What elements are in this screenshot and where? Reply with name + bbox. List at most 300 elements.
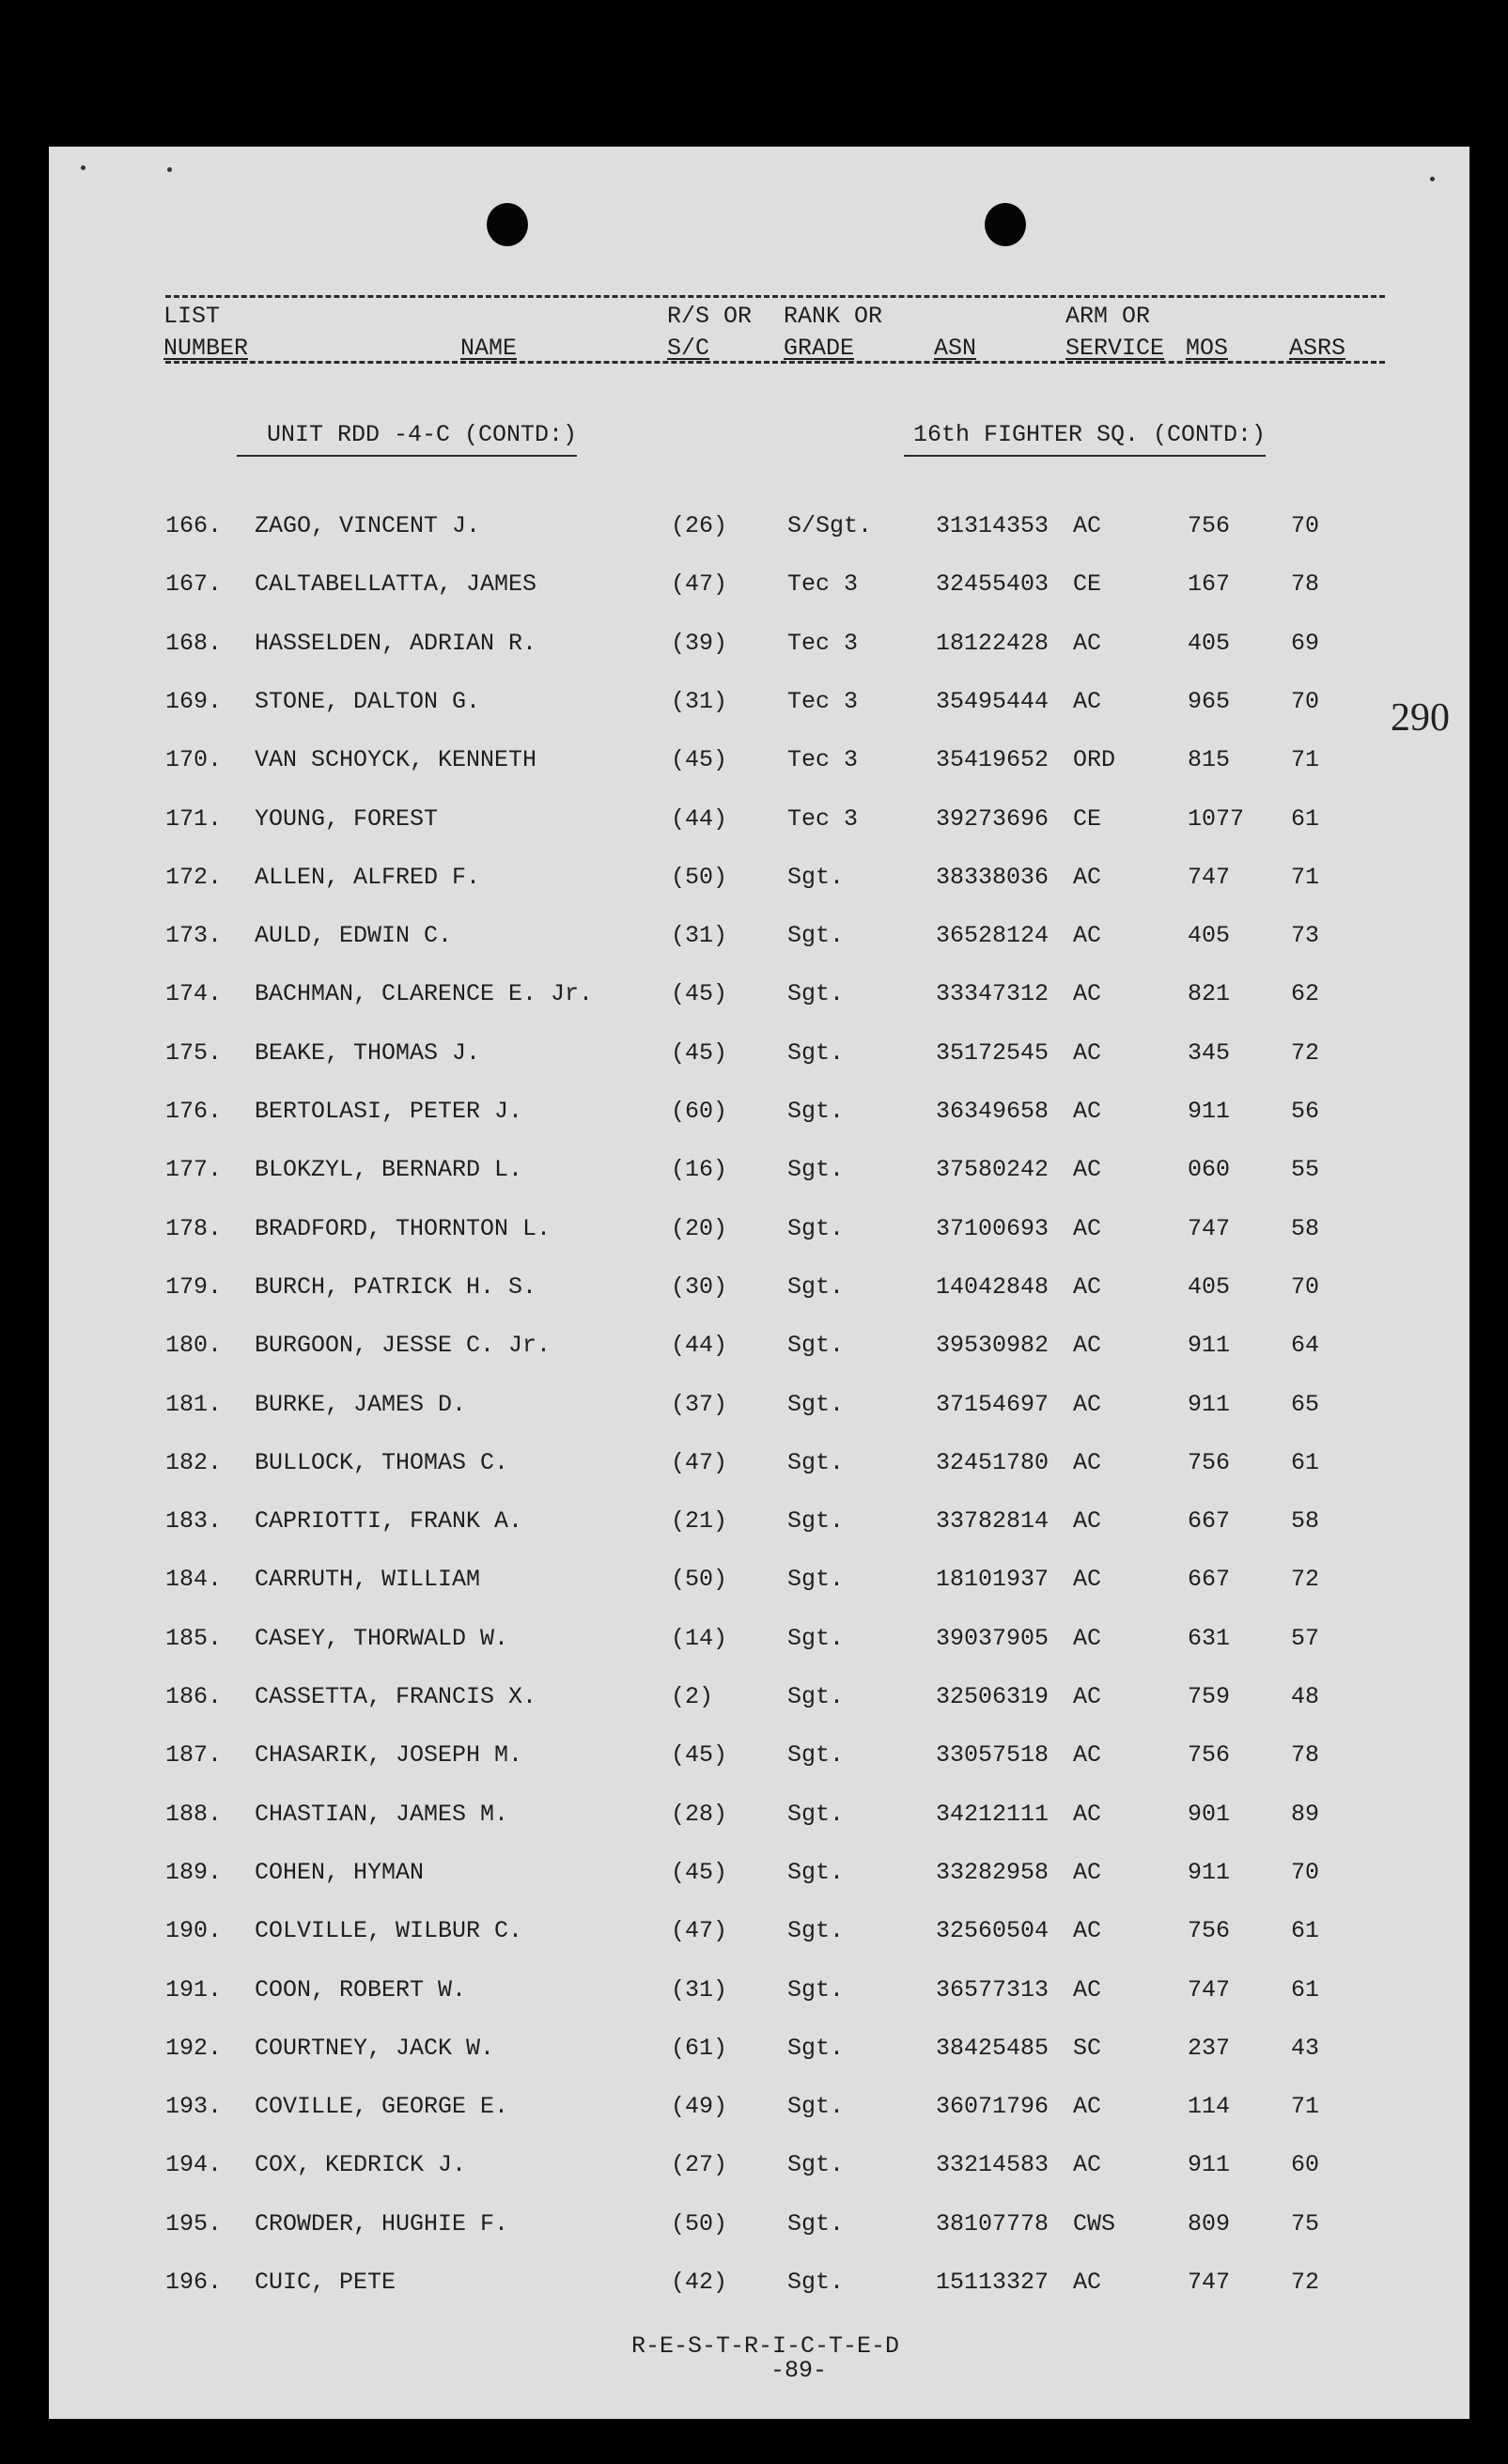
cell-num: 195. [165, 2209, 223, 2238]
header-name: NAME [460, 335, 518, 362]
cell-arm: AC [1073, 2151, 1102, 2179]
cell-num: 184. [165, 1566, 223, 1594]
cell-arm: AC [1073, 1332, 1102, 1360]
cell-asrs: 71 [1291, 746, 1320, 774]
cell-mos: 809 [1188, 2209, 1231, 2238]
cell-num: 171. [165, 804, 223, 833]
cell-asn: 32451780 [936, 1448, 1049, 1476]
cell-rank: Sgt. [787, 1214, 845, 1242]
cell-name: CUIC, PETE [255, 2269, 396, 2296]
cell-name: BEAKE, THOMAS J. [255, 1038, 481, 1067]
cell-name: COVILLE, GEORGE E. [255, 2093, 509, 2121]
cell-asn: 36577313 [936, 1975, 1049, 2004]
section-left-title: UNIT RDD -4-C (CONTD:) [237, 421, 577, 457]
cell-num: 180. [165, 1332, 223, 1360]
table-row [0, 1801, 1508, 1829]
table-row [0, 1039, 1508, 1068]
cell-mos: 815 [1188, 746, 1231, 774]
cell-rank: Tec 3 [787, 570, 859, 599]
cell-arm: AC [1073, 980, 1102, 1008]
cell-arm: AC [1073, 1800, 1102, 1828]
cell-name: BURCH, PATRICK H. S. [255, 1272, 537, 1301]
cell-name: COURTNEY, JACK W. [255, 2034, 495, 2062]
cell-arm: CE [1073, 570, 1102, 599]
cell-asn: 15113327 [936, 2269, 1049, 2296]
header-service: SERVICE [1065, 335, 1165, 362]
cell-asrs: 60 [1291, 2151, 1320, 2179]
cell-num: 176. [165, 1098, 223, 1125]
table-row [0, 630, 1508, 658]
header-rs: R/S OR [667, 303, 753, 330]
header-sc: S/C [667, 335, 710, 362]
table-row [0, 1566, 1508, 1594]
cell-rs: (39) [671, 629, 728, 657]
cell-asrs: 61 [1291, 1917, 1320, 1945]
table-row [0, 922, 1508, 950]
section-right-title: 16th FIGHTER SQ. (CONTD:) [904, 421, 1266, 457]
cell-rank: Sgt. [787, 1566, 845, 1594]
cell-asrs: 69 [1291, 629, 1320, 657]
cell-asn: 35172545 [936, 1038, 1049, 1067]
punch-hole-right [985, 203, 1026, 246]
cell-arm: AC [1073, 1624, 1102, 1652]
cell-mos: 756 [1188, 1448, 1231, 1476]
cell-asrs: 61 [1291, 804, 1320, 833]
cell-asn: 32506319 [936, 1683, 1049, 1710]
cell-arm: AC [1073, 1390, 1102, 1418]
cell-rs: (50) [671, 2209, 728, 2238]
cell-num: 189. [165, 1858, 223, 1886]
cell-asrs: 73 [1291, 922, 1320, 950]
cell-rank: Sgt. [787, 2093, 845, 2121]
cell-mos: 911 [1188, 1332, 1231, 1360]
cell-num: 172. [165, 863, 223, 891]
cell-rs: (21) [671, 1507, 728, 1536]
cell-rs: (60) [671, 1098, 728, 1125]
cell-rank: Sgt. [787, 2269, 845, 2296]
cell-name: BURGOON, JESSE C. Jr. [255, 1332, 552, 1360]
cell-asrs: 70 [1291, 687, 1320, 715]
cell-rs: (45) [671, 1038, 728, 1067]
cell-arm: AC [1073, 1741, 1102, 1770]
cell-asrs: 78 [1291, 1741, 1320, 1770]
table-row [0, 1332, 1508, 1360]
cell-arm: SC [1073, 2034, 1102, 2062]
cell-rs: (44) [671, 1332, 728, 1360]
cell-rank: Sgt. [787, 1332, 845, 1360]
cell-name: STONE, DALTON G. [255, 687, 481, 715]
cell-num: 175. [165, 1038, 223, 1067]
table-row [0, 864, 1508, 892]
cell-asrs: 70 [1291, 1858, 1320, 1886]
cell-rs: (49) [671, 2093, 728, 2121]
cell-rs: (42) [671, 2269, 728, 2296]
cell-asn: 35419652 [936, 746, 1049, 774]
cell-num: 196. [165, 2269, 223, 2296]
cell-rs: (37) [671, 1390, 728, 1418]
cell-name: ZAGO, VINCENT J. [255, 512, 481, 539]
table-row [0, 1859, 1508, 1887]
cell-mos: 060 [1188, 1156, 1231, 1184]
table-row [0, 1098, 1508, 1126]
cell-rank: Sgt. [787, 922, 845, 950]
table-row [0, 1215, 1508, 1243]
speck [81, 165, 86, 170]
cell-num: 183. [165, 1507, 223, 1536]
cell-name: COX, KEDRICK J. [255, 2151, 467, 2179]
cell-rs: (50) [671, 863, 728, 891]
cell-mos: 911 [1188, 1098, 1231, 1125]
cell-rs: (27) [671, 2151, 728, 2179]
cell-asn: 33057518 [936, 1741, 1049, 1770]
cell-num: 186. [165, 1683, 223, 1710]
cell-num: 174. [165, 980, 223, 1008]
speck [1430, 177, 1435, 181]
cell-arm: AC [1073, 1566, 1102, 1594]
cell-name: CHASTIAN, JAMES M. [255, 1800, 509, 1828]
cell-mos: 667 [1188, 1507, 1231, 1536]
header-arm: ARM OR [1065, 303, 1151, 330]
cell-asn: 18122428 [936, 629, 1049, 657]
cell-asrs: 62 [1291, 980, 1320, 1008]
cell-num: 191. [165, 1975, 223, 2004]
cell-num: 168. [165, 629, 223, 657]
cell-rank: Tec 3 [787, 629, 859, 657]
cell-mos: 756 [1188, 1741, 1231, 1770]
cell-arm: AC [1073, 1098, 1102, 1125]
cell-asn: 36528124 [936, 922, 1049, 950]
cell-mos: 756 [1188, 1917, 1231, 1945]
cell-rank: Sgt. [787, 980, 845, 1008]
cell-asn: 14042848 [936, 1272, 1049, 1301]
cell-asn: 31314353 [936, 512, 1049, 539]
cell-arm: AC [1073, 1156, 1102, 1184]
table-row [0, 1391, 1508, 1419]
cell-asn: 32455403 [936, 570, 1049, 599]
cell-asn: 38338036 [936, 863, 1049, 891]
header-asrs: ASRS [1289, 335, 1346, 362]
cell-mos: 747 [1188, 2269, 1231, 2296]
cell-asrs: 70 [1291, 1272, 1320, 1301]
cell-arm: AC [1073, 1683, 1102, 1710]
cell-asn: 37100693 [936, 1214, 1049, 1242]
cell-rank: S/Sgt. [787, 512, 873, 539]
cell-rs: (20) [671, 1214, 728, 1242]
cell-mos: 345 [1188, 1038, 1231, 1067]
cell-asn: 33282958 [936, 1858, 1049, 1886]
cell-num: 192. [165, 2034, 223, 2062]
cell-rs: (44) [671, 804, 728, 833]
table-row [0, 2035, 1508, 2063]
speck [167, 167, 172, 172]
cell-arm: AC [1073, 1272, 1102, 1301]
cell-rank: Sgt. [787, 2209, 845, 2238]
cell-rank: Sgt. [787, 1917, 845, 1945]
header-bottom-rule [165, 361, 1385, 364]
table-row [0, 1741, 1508, 1770]
cell-asrs: 48 [1291, 1683, 1320, 1710]
cell-arm: AC [1073, 922, 1102, 950]
cell-asn: 36071796 [936, 2093, 1049, 2121]
cell-asrs: 58 [1291, 1214, 1320, 1242]
cell-mos: 756 [1188, 512, 1231, 539]
cell-arm: AC [1073, 1975, 1102, 2004]
cell-asrs: 89 [1291, 1800, 1320, 1828]
cell-asrs: 61 [1291, 1448, 1320, 1476]
cell-asrs: 78 [1291, 570, 1320, 599]
cell-rs: (16) [671, 1156, 728, 1184]
cell-rank: Sgt. [787, 2151, 845, 2179]
cell-num: 194. [165, 2151, 223, 2179]
table-row [0, 1449, 1508, 1477]
cell-mos: 114 [1188, 2093, 1231, 2121]
cell-mos: 405 [1188, 1272, 1231, 1301]
cell-arm: AC [1073, 629, 1102, 657]
cell-asrs: 43 [1291, 2034, 1320, 2062]
cell-name: CAPRIOTTI, FRANK A. [255, 1507, 523, 1536]
cell-name: CALTABELLATTA, JAMES [255, 570, 537, 599]
cell-mos: 965 [1188, 687, 1231, 715]
cell-rank: Sgt. [787, 1683, 845, 1710]
cell-num: 187. [165, 1741, 223, 1770]
cell-asn: 18101937 [936, 1566, 1049, 1594]
cell-asn: 33214583 [936, 2151, 1049, 2179]
cell-asrs: 56 [1291, 1098, 1320, 1125]
cell-arm: AC [1073, 2093, 1102, 2121]
cell-rank: Sgt. [787, 863, 845, 891]
cell-mos: 747 [1188, 1214, 1231, 1242]
cell-rs: (50) [671, 1566, 728, 1594]
cell-asrs: 57 [1291, 1624, 1320, 1652]
header-rank: RANK OR [784, 303, 883, 330]
table-row [0, 570, 1508, 599]
cell-name: CASEY, THORWALD W. [255, 1624, 509, 1652]
punch-hole-left [487, 203, 528, 246]
cell-rank: Sgt. [787, 1390, 845, 1418]
cell-asrs: 71 [1291, 863, 1320, 891]
cell-name: CHASARIK, JOSEPH M. [255, 1741, 523, 1770]
cell-arm: AC [1073, 2269, 1102, 2296]
cell-arm: AC [1073, 1507, 1102, 1536]
cell-num: 188. [165, 1800, 223, 1828]
cell-rs: (47) [671, 1448, 728, 1476]
cell-rs: (45) [671, 980, 728, 1008]
cell-rs: (47) [671, 570, 728, 599]
cell-rank: Sgt. [787, 1858, 845, 1886]
cell-arm: ORD [1073, 746, 1116, 774]
cell-num: 193. [165, 2093, 223, 2121]
cell-mos: 1077 [1188, 804, 1245, 833]
cell-rs: (26) [671, 512, 728, 539]
cell-asn: 37580242 [936, 1156, 1049, 1184]
cell-arm: AC [1073, 1038, 1102, 1067]
cell-rank: Tec 3 [787, 804, 859, 833]
cell-rs: (30) [671, 1272, 728, 1301]
cell-mos: 167 [1188, 570, 1231, 599]
cell-mos: 747 [1188, 1975, 1231, 2004]
cell-asn: 38425485 [936, 2034, 1049, 2062]
cell-rank: Sgt. [787, 1272, 845, 1301]
cell-mos: 901 [1188, 1800, 1231, 1828]
cell-mos: 237 [1188, 2034, 1231, 2062]
cell-mos: 405 [1188, 922, 1231, 950]
cell-mos: 911 [1188, 2151, 1231, 2179]
cell-num: 178. [165, 1214, 223, 1242]
page-number: -89- [770, 2357, 828, 2384]
cell-rank: Sgt. [787, 1800, 845, 1828]
cell-name: BERTOLASI, PETER J. [255, 1098, 523, 1125]
table-row [0, 1156, 1508, 1184]
restricted-marking: R-E-S-T-R-I-C-T-E-D [631, 2332, 900, 2360]
cell-asrs: 72 [1291, 2269, 1320, 2296]
cell-name: COON, ROBERT W. [255, 1975, 467, 2004]
table-row [0, 2269, 1508, 2297]
table-row [0, 1507, 1508, 1536]
cell-rs: (2) [671, 1683, 714, 1710]
cell-rank: Sgt. [787, 1098, 845, 1125]
cell-asn: 37154697 [936, 1390, 1049, 1418]
cell-mos: 405 [1188, 629, 1231, 657]
cell-rank: Sgt. [787, 1741, 845, 1770]
cell-rank: Sgt. [787, 2034, 845, 2062]
cell-asn: 35495444 [936, 687, 1049, 715]
cell-arm: CE [1073, 804, 1102, 833]
table-row [0, 805, 1508, 834]
cell-asn: 39530982 [936, 1332, 1049, 1360]
cell-name: BLOKZYL, BERNARD L. [255, 1156, 523, 1184]
table-row [0, 2093, 1508, 2121]
cell-asrs: 75 [1291, 2209, 1320, 2238]
cell-asrs: 65 [1291, 1390, 1320, 1418]
header-asn: ASN [934, 335, 977, 362]
cell-name: CARRUTH, WILLIAM [255, 1566, 481, 1594]
cell-mos: 631 [1188, 1624, 1231, 1652]
cell-num: 182. [165, 1448, 223, 1476]
cell-mos: 911 [1188, 1390, 1231, 1418]
cell-num: 185. [165, 1624, 223, 1652]
cell-asn: 33347312 [936, 980, 1049, 1008]
cell-rs: (14) [671, 1624, 728, 1652]
cell-asrs: 61 [1291, 1975, 1320, 2004]
table-row [0, 1683, 1508, 1711]
cell-arm: AC [1073, 1917, 1102, 1945]
cell-rank: Tec 3 [787, 687, 859, 715]
header-number: NUMBER [163, 335, 249, 362]
table-row [0, 512, 1508, 540]
cell-asrs: 64 [1291, 1332, 1320, 1360]
table-row [0, 746, 1508, 774]
cell-rs: (45) [671, 1741, 728, 1770]
cell-name: CASSETTA, FRANCIS X. [255, 1683, 537, 1710]
table-row [0, 980, 1508, 1008]
cell-asrs: 70 [1291, 512, 1320, 539]
cell-arm: AC [1073, 687, 1102, 715]
cell-asrs: 58 [1291, 1507, 1320, 1536]
cell-name: BRADFORD, THORNTON L. [255, 1214, 552, 1242]
cell-rs: (28) [671, 1800, 728, 1828]
cell-asn: 34212111 [936, 1800, 1049, 1828]
cell-name: BACHMAN, CLARENCE E. Jr. [255, 980, 594, 1008]
cell-rs: (31) [671, 922, 728, 950]
cell-arm: CWS [1073, 2209, 1116, 2238]
table-row [0, 1273, 1508, 1302]
cell-mos: 747 [1188, 863, 1231, 891]
cell-asrs: 55 [1291, 1156, 1320, 1184]
cell-rank: Sgt. [787, 1448, 845, 1476]
cell-rank: Sgt. [787, 1156, 845, 1184]
cell-rank: Tec 3 [787, 746, 859, 774]
cell-arm: AC [1073, 1214, 1102, 1242]
cell-rs: (31) [671, 1975, 728, 2004]
cell-arm: AC [1073, 512, 1102, 539]
cell-mos: 667 [1188, 1566, 1231, 1594]
cell-mos: 821 [1188, 980, 1231, 1008]
cell-name: CROWDER, HUGHIE F. [255, 2209, 509, 2238]
cell-arm: AC [1073, 1448, 1102, 1476]
cell-name: AULD, EDWIN C. [255, 922, 453, 950]
table-row [0, 688, 1508, 716]
cell-asn: 33782814 [936, 1507, 1049, 1536]
cell-rs: (45) [671, 1858, 728, 1886]
table-row [0, 2210, 1508, 2238]
cell-num: 166. [165, 512, 223, 539]
cell-asn: 32560504 [936, 1917, 1049, 1945]
header-mos: MOS [1186, 335, 1229, 362]
cell-num: 190. [165, 1917, 223, 1945]
cell-asn: 38107778 [936, 2209, 1049, 2238]
cell-asn: 39037905 [936, 1624, 1049, 1652]
cell-rs: (45) [671, 746, 728, 774]
cell-mos: 911 [1188, 1858, 1231, 1886]
table-row [0, 1976, 1508, 2004]
cell-asrs: 72 [1291, 1566, 1320, 1594]
cell-rank: Sgt. [787, 1975, 845, 2004]
cell-asrs: 71 [1291, 2093, 1320, 2121]
cell-name: COLVILLE, WILBUR C. [255, 1917, 523, 1945]
table-row [0, 1625, 1508, 1653]
cell-name: BURKE, JAMES D. [255, 1390, 467, 1418]
cell-num: 169. [165, 687, 223, 715]
cell-rs: (31) [671, 687, 728, 715]
cell-num: 179. [165, 1272, 223, 1301]
cell-num: 181. [165, 1390, 223, 1418]
cell-rs: (47) [671, 1917, 728, 1945]
cell-name: VAN SCHOYCK, KENNETH [255, 746, 537, 774]
header-grade: GRADE [784, 335, 855, 362]
table-row [0, 2151, 1508, 2179]
cell-arm: AC [1073, 1858, 1102, 1886]
side-page-number: 290 [1391, 696, 1450, 740]
cell-mos: 759 [1188, 1683, 1231, 1710]
cell-name: BULLOCK, THOMAS C. [255, 1448, 509, 1476]
cell-rank: Sgt. [787, 1038, 845, 1067]
cell-asrs: 72 [1291, 1038, 1320, 1067]
cell-asn: 36349658 [936, 1098, 1049, 1125]
cell-num: 167. [165, 570, 223, 599]
cell-rank: Sgt. [787, 1624, 845, 1652]
cell-rs: (61) [671, 2034, 728, 2062]
cell-name: ALLEN, ALFRED F. [255, 863, 481, 891]
cell-name: YOUNG, FOREST [255, 804, 439, 833]
table-row [0, 1917, 1508, 1945]
cell-arm: AC [1073, 863, 1102, 891]
cell-num: 170. [165, 746, 223, 774]
cell-name: COHEN, HYMAN [255, 1858, 425, 1886]
cell-name: HASSELDEN, ADRIAN R. [255, 629, 537, 657]
header-list: LIST [163, 303, 221, 330]
cell-asn: 39273696 [936, 804, 1049, 833]
cell-rank: Sgt. [787, 1507, 845, 1536]
